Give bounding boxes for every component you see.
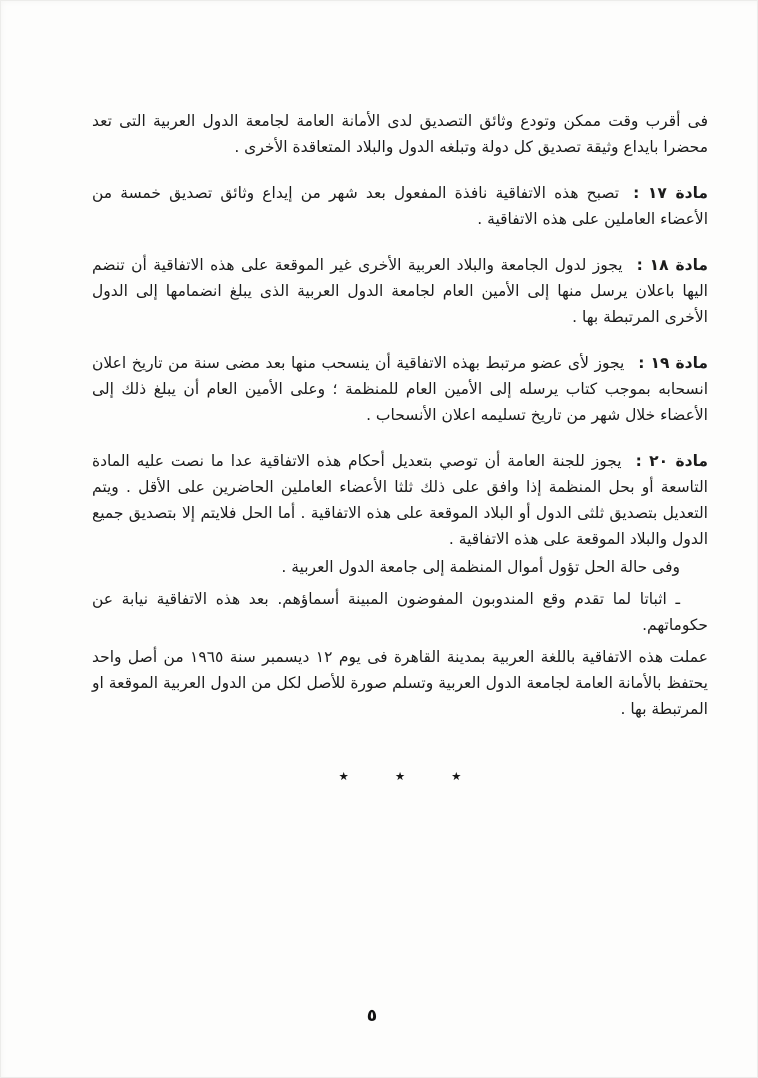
asterisk-icon: ٭ [451, 765, 462, 787]
asterisk-separator [92, 766, 708, 786]
asterisk-icon: ٭ [394, 765, 406, 787]
asterisk-icon: ٭ [338, 765, 349, 787]
page-number: ٥ [366, 1006, 378, 1026]
attestation-paragraph: ـ اثباتا لما تقدم وقع المندوبون المفوضون المبينة أسماؤهم. بعد هذه الاتفاقية نيابة عن حكوماتهم. [92, 590, 708, 634]
closing-paragraph: عملت هذه الاتفاقية باللغة العربية بمدينة القاهرة فى يوم ١٢ ديسمبر سنة ١٩٦٥ من أصل واحد يحتفظ بالأمانة العامة لجامعة الدول العربية وتسلم صورة للأصل لكل من الدول العربية الموقعة او المرتبطة بها . [92, 648, 708, 718]
article-17-label: مادة ١٧ : [633, 184, 708, 202]
article-18-paragraph [92, 252, 708, 330]
document-body [92, 108, 708, 786]
dissolution-note: وفى حالة الحل تؤول أموال المنظمة إلى جامعة الدول العربية . [281, 558, 680, 576]
article-18-text: يجوز لدول الجامعة والبلاد العربية الأخرى غير الموقعة على هذه الاتفاقية أن تنضم اليها باعلان يرسل منها إلى الأمين العام لجامعة الدول العربية الذى يبلغ انضمامها إلى الدول الأخرى المرتبطة بها . [92, 256, 708, 326]
article-20-label: مادة ٢٠ : [635, 452, 708, 470]
article-17-paragraph [92, 180, 708, 232]
article-18-label: مادة ١٨ : [636, 256, 708, 274]
article-19-label: مادة ١٩ : [638, 354, 708, 372]
article-20-paragraph [92, 448, 708, 552]
article-19-paragraph [92, 350, 708, 428]
intro-paragraph: فى أقرب وقت ممكن وتودع وثائق التصديق لدى الأمانة العامة لجامعة الدول العربية التى تعد محضرا بايداع وثيقة تصديق كل دولة وتبلغه الدول والبلاد المتعاقدة الأخرى . [92, 112, 708, 156]
article-20-text: يجوز للجنة العامة أن توصي بتعديل أحكام هذه الاتفاقية عدا ما نصت عليه المادة التاسعة أو بحل المنظمة إذا وافق على ذلك ثلثا الأعضاء العاملين الحاضرين على الأقل . ويتم التعديل بتصديق ثلثى الدول أو البلاد الموقعة على هذه الاتفاقية . أما الحل فلايتم إلا بتصديق جميع الدول والبلاد الموقعة على هذه الاتفاقية . [92, 452, 708, 548]
article-19-text: يجوز لأى عضو مرتبط بهذه الاتفاقية أن ينسحب منها بعد مضى سنة من تاريخ اعلان انسحابه بموجب كتاب يرسله إلى الأمين العام للمنظمة ؛ وعلى الأمين العام أن يبلغ ذلك إلى الأعضاء خلال شهر من تاريخ تسليمه اعلان الأنسحاب . [92, 354, 708, 424]
article-17-text: تصبح هذه الاتفاقية نافذة المفعول بعد شهر من إيداع وثائق تصديق خمسة من الأعضاء العاملين على هذه الاتفاقية . [92, 184, 708, 228]
